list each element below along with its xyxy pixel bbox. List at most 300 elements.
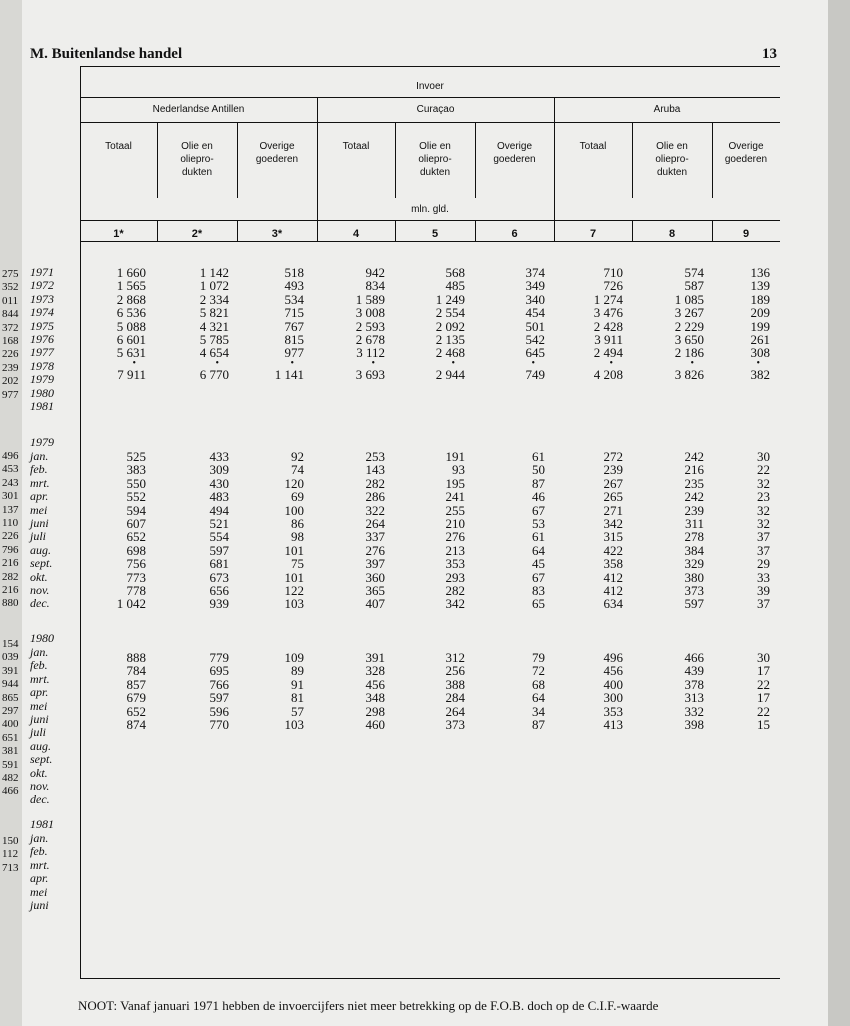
table-cell: 439 — [684, 663, 704, 679]
table-cell: 253 — [365, 449, 385, 464]
column-heading-9: Overige goederen — [724, 141, 768, 165]
table-cell: 103 — [284, 716, 304, 732]
table-cell: 5 821 — [199, 305, 229, 321]
table-cell: 360 — [365, 569, 385, 585]
colnum-divider-1 — [157, 220, 158, 241]
row-label: 243 — [2, 476, 19, 489]
table-cell: 189 — [750, 291, 770, 307]
table-cell: 93 — [452, 462, 465, 478]
table-cell: 382 — [750, 366, 770, 382]
table-cell: 235 — [684, 475, 704, 491]
row-label: 482 — [2, 771, 19, 784]
table-cell: 652 — [126, 703, 146, 719]
row-label: 202 — [2, 375, 19, 388]
column-number-5: 5 — [431, 228, 439, 240]
table-cell: 1 565 — [116, 278, 146, 294]
table-cell: 652 — [126, 529, 146, 545]
row-label: 880 — [2, 597, 19, 610]
table-cell: 766 — [209, 676, 229, 692]
page-header-title: M. Buitenlandse handel — [30, 46, 183, 62]
row-label: juni — [30, 515, 49, 530]
table-cell: 466 — [684, 650, 704, 665]
table-cell: 384 — [684, 542, 704, 558]
table-cell: 61 — [532, 529, 545, 545]
table-cell: 286 — [365, 489, 385, 505]
row-label: 1972 — [30, 278, 54, 293]
column-heading-6: Overige goederen — [493, 141, 536, 165]
table-cell: 1 042 — [116, 596, 146, 612]
year-1980-heading: 1980 — [30, 631, 54, 645]
table-cell: 256 — [445, 663, 465, 679]
table-cell: 773 — [126, 569, 146, 585]
table-cell: 365 — [365, 582, 385, 598]
table-cell: 242 — [684, 489, 704, 505]
row-label: 1980 — [30, 385, 54, 400]
table-cell: 261 — [750, 331, 770, 347]
table-cell: 45 — [532, 556, 545, 572]
row-label: mei — [30, 502, 48, 517]
row-label: aug. — [30, 738, 51, 753]
table-cell: 942 — [365, 265, 385, 280]
table-cell: 857 — [126, 676, 146, 692]
table-cell: 412 — [603, 569, 623, 585]
table-cell: 494 — [209, 502, 229, 518]
table-cell: 61 — [532, 449, 545, 464]
colnum-divider-8 — [712, 220, 713, 241]
data-column-9 — [0, 651, 770, 731]
table-cell — [0, 395, 770, 408]
row-label: 352 — [2, 281, 19, 294]
table-cell: 3 008 — [355, 305, 385, 321]
column-number-1: 1* — [113, 228, 124, 240]
table-cell: 5 785 — [199, 331, 229, 347]
row-label: feb. — [30, 658, 48, 673]
column-heading-2: Olie en oliepro- dukten — [180, 141, 214, 178]
table-cell: 2 334 — [199, 291, 229, 307]
data-column-9 — [0, 266, 770, 408]
table-cell: 276 — [445, 529, 465, 545]
table-cell: 1 660 — [116, 265, 146, 280]
right-page-edge — [828, 0, 850, 1026]
table-cell: 322 — [365, 502, 385, 518]
row-label: juli — [30, 529, 47, 544]
row-label: 391 — [2, 664, 19, 677]
column-divider-7 — [632, 122, 633, 198]
row-label: 372 — [2, 321, 19, 334]
table-cell: 460 — [365, 716, 385, 732]
colnum-divider-5 — [475, 220, 476, 241]
table-cell: 300 — [603, 690, 623, 706]
table-cell: 413 — [603, 716, 623, 732]
colnum-divider-7 — [632, 220, 633, 241]
table-cell: 454 — [525, 305, 545, 321]
table-cell: 888 — [126, 650, 146, 665]
table-cell: 550 — [126, 475, 146, 491]
table-cell: 309 — [209, 462, 229, 478]
table-cell: 348 — [365, 690, 385, 706]
table-cell: 103 — [284, 596, 304, 612]
table-cell: 378 — [684, 676, 704, 692]
row-label: 226 — [2, 348, 19, 361]
table-cell: 2 593 — [355, 318, 385, 334]
table-cell: 199 — [750, 318, 770, 334]
table-cell: 216 — [684, 462, 704, 478]
table-cell: 597 — [684, 596, 704, 612]
group-ned-antillen: Nederlandse Antillen — [152, 104, 245, 115]
table-cell: 3 112 — [356, 345, 385, 361]
row-label: 1973 — [30, 291, 54, 306]
column-heading-1: Totaal — [105, 141, 132, 152]
table-cell: 430 — [209, 475, 229, 491]
table-cell: 136 — [750, 265, 770, 280]
table-cell: 337 — [365, 529, 385, 545]
table-cell: 7 911 — [117, 366, 146, 382]
table-cell: 32 — [757, 502, 770, 518]
month-labels-1981 — [30, 832, 50, 912]
table-cell: 282 — [365, 475, 385, 491]
left-stub-1981 — [2, 835, 19, 875]
row-label: aug. — [30, 542, 51, 557]
row-label: mrt. — [30, 857, 50, 872]
row-label: 1976 — [30, 331, 54, 346]
table-cell: • — [756, 357, 760, 369]
table-cell: • — [215, 357, 219, 369]
table-cell: 239 — [603, 462, 623, 478]
table-cell: 315 — [603, 529, 623, 545]
group-curacao: Curaçao — [416, 104, 455, 115]
table-cell: 89 — [291, 663, 304, 679]
row-label: 651 — [2, 731, 19, 744]
table-cell: 101 — [284, 569, 304, 585]
row-label: 944 — [2, 678, 19, 691]
table-cell: 485 — [445, 278, 465, 294]
table-cell: 195 — [445, 475, 465, 491]
row-label: 039 — [2, 651, 19, 664]
table-cell: 100 — [284, 502, 304, 518]
table-cell: 32 — [757, 475, 770, 491]
group-aruba: Aruba — [653, 104, 681, 115]
table-cell: 46 — [532, 489, 545, 505]
table-cell: 87 — [532, 716, 545, 732]
table-cell: 64 — [532, 690, 545, 706]
column-number-9: 9 — [742, 228, 750, 240]
table-cell: 329 — [684, 556, 704, 572]
table-cell: 518 — [284, 265, 304, 280]
table-cell: 87 — [532, 475, 545, 491]
table-cell: 4 208 — [593, 366, 623, 382]
data-column-9 — [0, 450, 770, 611]
table-cell: 37 — [757, 596, 770, 612]
table-cell: 29 — [757, 556, 770, 572]
table-cell: 1 085 — [674, 291, 704, 307]
table-cell: 1 142 — [199, 265, 229, 280]
column-divider-4 — [395, 122, 396, 198]
table-top-rule — [80, 66, 780, 67]
table-cell: 358 — [603, 556, 623, 572]
table-cell: 596 — [209, 703, 229, 719]
row-label: 796 — [2, 543, 19, 556]
row-label: 713 — [2, 861, 19, 874]
table-cell: 380 — [684, 569, 704, 585]
row-label: nov. — [30, 778, 50, 793]
row-label: mrt. — [30, 671, 50, 686]
row-label: 865 — [2, 691, 19, 704]
table-cell: 91 — [291, 676, 304, 692]
table-cell: 284 — [445, 690, 465, 706]
row-label: 1977 — [30, 345, 54, 360]
table-cell: 2 468 — [435, 345, 465, 361]
column-number-7: 7 — [589, 228, 597, 240]
table-cell: 501 — [525, 318, 545, 334]
table-cell: 3 826 — [674, 366, 704, 382]
table-cell: 597 — [209, 690, 229, 706]
row-label: sept. — [30, 556, 53, 571]
row-label: mei — [30, 698, 48, 713]
table-cell: 255 — [445, 502, 465, 518]
column-number-4: 4 — [352, 228, 360, 240]
table-cell: 353 — [603, 703, 623, 719]
table-cell: 308 — [750, 345, 770, 361]
table-cell: 6 536 — [116, 305, 146, 321]
rule-under-groups — [80, 122, 780, 123]
row-label: 466 — [2, 785, 19, 798]
table-cell: 483 — [209, 489, 229, 505]
column-divider-8 — [712, 122, 713, 198]
table-cell: 101 — [284, 542, 304, 558]
table-cell: 271 — [603, 502, 623, 518]
table-cell: 574 — [684, 265, 704, 280]
table-cell: • — [690, 357, 694, 369]
table-cell: 37 — [757, 529, 770, 545]
table-cell: 3 911 — [594, 331, 623, 347]
table-cell: 210 — [445, 515, 465, 531]
column-heading-7: Totaal — [579, 141, 607, 152]
table-cell: 1 274 — [593, 291, 623, 307]
table-cell: 388 — [445, 676, 465, 692]
table-cell: 17 — [757, 663, 770, 679]
table-cell: 749 — [525, 366, 545, 382]
row-label: apr. — [30, 685, 49, 700]
row-label: jan. — [30, 449, 49, 463]
table-cell: 340 — [525, 291, 545, 307]
table-cell: 39 — [757, 582, 770, 598]
row-label: feb. — [30, 462, 48, 477]
table-cell: 679 — [126, 690, 146, 706]
table-cell: 30 — [757, 650, 770, 665]
table-cell: 191 — [445, 449, 465, 464]
row-label: 1979 — [30, 372, 54, 387]
table-cell: 313 — [684, 690, 704, 706]
year-1979-heading: 1979 — [30, 435, 54, 449]
table-bottom-rule — [80, 978, 780, 979]
table-cell: 17 — [757, 690, 770, 706]
colnum-divider-3 — [317, 220, 318, 241]
row-label: 1974 — [30, 305, 54, 320]
table-cell: 2 494 — [593, 345, 623, 361]
table-cell: 607 — [126, 515, 146, 531]
row-label: 400 — [2, 718, 19, 731]
table-cell: 32 — [757, 515, 770, 531]
table-cell — [0, 381, 770, 394]
table-cell: 496 — [603, 650, 623, 665]
row-label: 844 — [2, 308, 19, 321]
row-label: 216 — [2, 583, 19, 596]
table-cell: 15 — [757, 716, 770, 732]
rule-below-colnums — [80, 241, 780, 242]
table-cell: 267 — [603, 475, 623, 491]
table-cell: 756 — [126, 556, 146, 572]
table-cell: 79 — [532, 650, 545, 665]
colnum-divider-4 — [395, 220, 396, 241]
table-cell: 374 — [525, 265, 545, 280]
table-cell: 815 — [284, 331, 304, 347]
row-label: 239 — [2, 361, 19, 374]
row-label: 137 — [2, 503, 19, 516]
table-cell: 311 — [684, 515, 704, 531]
table-cell: 2 186 — [674, 345, 704, 361]
table-cell: 23 — [757, 489, 770, 505]
row-label: 496 — [2, 450, 19, 462]
heading-invoer: Invoer — [416, 81, 444, 92]
row-label: 168 — [2, 334, 19, 347]
row-label: 110 — [2, 516, 19, 529]
row-label: okt. — [30, 569, 48, 584]
column-number-3: 3* — [271, 228, 283, 240]
table-cell: 242 — [684, 449, 704, 464]
table-cell: 37 — [757, 542, 770, 558]
row-label: feb. — [30, 844, 48, 859]
row-label: 591 — [2, 758, 19, 771]
table-cell: 143 — [365, 462, 385, 478]
row-label: 216 — [2, 557, 19, 570]
row-label: 381 — [2, 745, 19, 758]
table-cell: 456 — [603, 663, 623, 679]
table-cell: 74 — [291, 462, 304, 478]
table-cell: 5 631 — [116, 345, 146, 361]
row-label: nov. — [30, 582, 50, 597]
table-cell: 5 088 — [116, 318, 146, 334]
table-cell: 293 — [445, 569, 465, 585]
row-label: 1975 — [30, 318, 54, 333]
column-divider-2 — [237, 122, 238, 198]
row-label: sept. — [30, 752, 53, 767]
table-cell: 2 868 — [116, 291, 146, 307]
table-cell: 656 — [209, 582, 229, 598]
table-cell: 241 — [445, 489, 465, 505]
table-cell: 391 — [365, 650, 385, 665]
table-cell: 98 — [291, 529, 304, 545]
row-label: 154 — [2, 638, 19, 650]
rule-under-invoer — [80, 97, 780, 98]
table-cell: 568 — [445, 265, 465, 280]
table-cell: 298 — [365, 703, 385, 719]
table-cell: 264 — [445, 703, 465, 719]
table-cell: 272 — [603, 449, 623, 464]
table-cell: 33 — [757, 569, 770, 585]
table-cell: 412 — [603, 582, 623, 598]
colnum-divider-6 — [554, 220, 555, 241]
row-label: apr. — [30, 489, 49, 504]
table-cell: 710 — [603, 265, 623, 280]
column-number-2: 2* — [191, 228, 203, 240]
table-cell: 525 — [126, 449, 146, 464]
table-cell: • — [290, 357, 294, 369]
table-cell: 22 — [757, 703, 770, 719]
row-label: dec. — [30, 596, 50, 611]
table-cell: 554 — [209, 529, 229, 545]
table-cell: 209 — [750, 305, 770, 321]
table-cell: 34 — [532, 703, 545, 719]
table-cell: 265 — [603, 489, 623, 505]
table-cell: • — [132, 357, 136, 369]
table-cell: 493 — [284, 278, 304, 294]
table-cell: 1 249 — [435, 291, 465, 307]
table-cell: 698 — [126, 542, 146, 558]
table-cell: 2 428 — [593, 318, 623, 334]
table-cell: 422 — [603, 542, 623, 558]
table-cell: 779 — [209, 650, 229, 665]
table-cell: • — [531, 357, 535, 369]
column-heading-3: Overige goederen — [255, 141, 299, 165]
row-label: juni — [30, 711, 49, 726]
table-cell: 1 072 — [199, 278, 229, 294]
table-cell: 349 — [525, 278, 545, 294]
table-cell: 939 — [209, 596, 229, 612]
table-cell: 282 — [445, 582, 465, 598]
table-cell: 715 — [284, 305, 304, 321]
table-cell: 69 — [291, 489, 304, 505]
row-label: 453 — [2, 463, 19, 476]
column-heading-8: Olie en oliepro- dukten — [655, 141, 689, 178]
table-cell: 213 — [445, 542, 465, 558]
row-label: 282 — [2, 570, 19, 583]
rule-above-colnums — [80, 220, 780, 221]
table-cell: 264 — [365, 515, 385, 531]
table-cell: • — [371, 357, 375, 369]
table-cell: 81 — [291, 690, 304, 706]
table-cell: 407 — [365, 596, 385, 612]
column-divider-5 — [475, 122, 476, 198]
table-cell: 1 589 — [355, 291, 385, 307]
table-cell: 22 — [757, 462, 770, 478]
table-cell: 67 — [532, 502, 545, 518]
row-label: juli — [30, 725, 47, 740]
table-cell: 65 — [532, 596, 545, 612]
row-label: mrt. — [30, 475, 50, 490]
table-cell: 68 — [532, 676, 545, 692]
table-cell: 456 — [365, 676, 385, 692]
table-cell: 86 — [291, 515, 304, 531]
row-label: 1971 — [30, 265, 54, 279]
table-cell: 2 135 — [435, 331, 465, 347]
table-cell: 770 — [209, 716, 229, 732]
table-cell: • — [451, 357, 455, 369]
table-cell: 767 — [284, 318, 304, 334]
table-cell: 22 — [757, 676, 770, 692]
table-cell: 332 — [684, 703, 704, 719]
table-cell: 534 — [284, 291, 304, 307]
row-label: mei — [30, 884, 48, 899]
table-cell: 552 — [126, 489, 146, 505]
table-cell: 57 — [291, 703, 304, 719]
table-cell: 645 — [525, 345, 545, 361]
unit-label: mln. gld. — [411, 204, 449, 215]
table-cell: 4 321 — [199, 318, 229, 334]
table-cell: 75 — [291, 556, 304, 572]
table-cell: 2 944 — [435, 366, 465, 382]
row-label: 1978 — [30, 358, 54, 373]
table-cell: 3 476 — [593, 305, 623, 321]
